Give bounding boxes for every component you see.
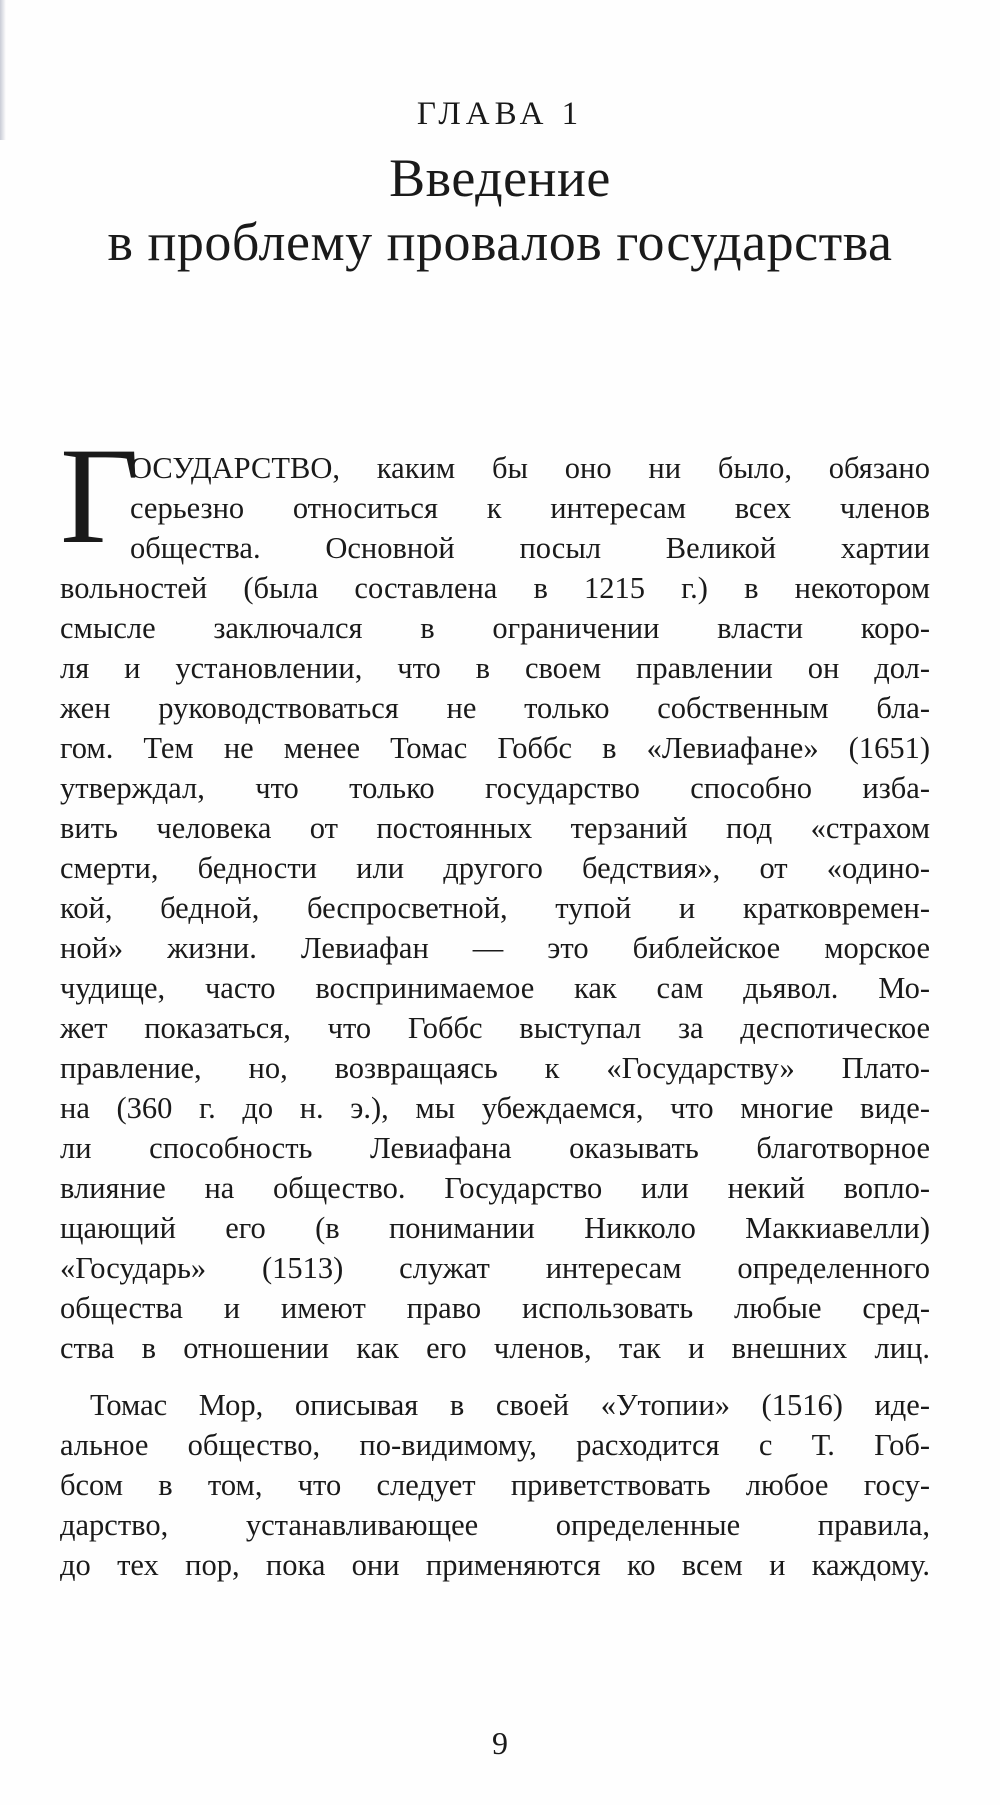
paragraph-line: «Государь» (1513) служат интересам определенного — [60, 1251, 930, 1285]
paragraph-line: вольностей (была составлена в 1215 г.) в некотором — [60, 571, 930, 605]
paragraph-line: ства в отношении как его членов, так и внешних лиц. — [60, 1331, 930, 1365]
paragraph-line: чудище, часто воспринимаемое как сам дьявол. Мо- — [60, 971, 930, 1005]
paragraph-line: ОСУДАРСТВО, каким бы оно ни было, обязано — [130, 451, 930, 485]
paragraph-line: дарство, устанавливающее определенные правила, — [60, 1508, 930, 1542]
paragraph-line: кой, бедной, беспросветной, тупой и кратковремен- — [60, 891, 930, 925]
paragraph-line: до тех пор, пока они применяются ко всем и каждому. — [60, 1548, 930, 1582]
paragraph-line: на (360 г. до н. э.), мы убеждаемся, что многие виде- — [60, 1091, 930, 1125]
paragraph-line: Томас Мор, описывая в своей «Утопии» (1516) иде- — [90, 1388, 930, 1422]
paragraph-line: ля и установлении, что в своем правлении он дол- — [60, 651, 930, 685]
paragraph-line: ли способность Левиафана оказывать благотворное — [60, 1131, 930, 1165]
paragraph-line: альное общество, по-видимому, расходится с Т. Гоб- — [60, 1428, 930, 1462]
paragraph-line: общества и имеют право использовать любые сред- — [60, 1291, 930, 1325]
drop-cap: Г — [60, 419, 140, 572]
chapter-title-line-1: Введение — [389, 148, 611, 208]
paragraph-line: жет показаться, что Гоббс выступал за деспотическое — [60, 1011, 930, 1045]
paragraph-line: утверждал, что только государство способно изба- — [60, 771, 930, 805]
chapter-title — [0, 146, 1000, 274]
paragraph-line: серьезно относиться к интересам всех членов — [130, 491, 930, 525]
chapter-title-line-2: в проблему провалов государства — [107, 212, 893, 272]
paragraph-line: жен руководствоваться не только собственным бла- — [60, 691, 930, 725]
paragraph-line: ной» жизни. Левиафан — это библейское морское — [60, 931, 930, 965]
paragraph-line: смерти, бедности или другого бедствия», от «одино- — [60, 851, 930, 885]
paragraph-line: гом. Тем не менее Томас Гоббс в «Левиафане» (1651) — [60, 731, 930, 765]
paragraph-line: вить человека от постоянных терзаний под «страхом — [60, 811, 930, 845]
paragraph-line: влияние на общество. Государство или некий вопло- — [60, 1171, 930, 1205]
paragraph-line: смысле заключался в ограничении власти коро- — [60, 611, 930, 645]
paragraph-line: бсом в том, что следует приветствовать любое госу- — [60, 1468, 930, 1502]
paragraph-line: правление, но, возвращаясь к «Государству» Плато- — [60, 1051, 930, 1085]
paragraph-line: общества. Основной посыл Великой хартии — [130, 531, 930, 565]
paragraph-line: щающий его (в понимании Никколо Маккиавелли) — [60, 1211, 930, 1245]
chapter-label: ГЛАВА 1 — [416, 96, 584, 132]
page-number: 9 — [492, 1725, 508, 1761]
